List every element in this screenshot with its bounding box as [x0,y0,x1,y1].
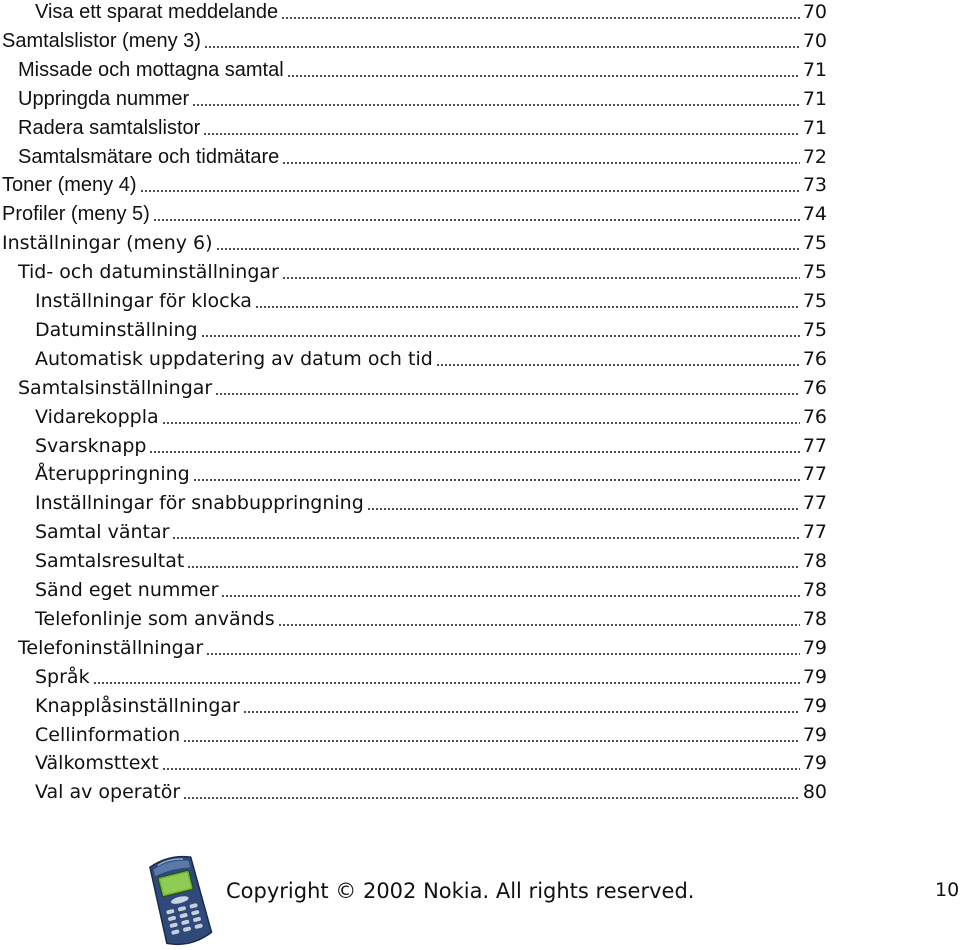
toc-entry[interactable] [2,27,827,55]
dot-leader [278,624,800,626]
toc-entry-title: Datuminställning [35,318,198,341]
dot-leader [187,566,799,568]
toc-entry-title: Missade och mottagna samtal [18,58,284,81]
toc-entry[interactable] [35,692,827,720]
dot-leader [93,682,800,684]
nokia-phone-image [145,855,215,947]
toc-entry-title: Samtal väntar [35,521,170,544]
toc-entry[interactable] [35,576,827,604]
toc-entry-page: 74 [802,203,827,226]
page-number: 10 [935,879,960,901]
toc-entry-title: Samtalsinställningar [18,376,213,399]
dot-leader [201,335,800,337]
toc-entry-page: 79 [802,665,827,688]
dot-leader [216,248,800,250]
dot-leader [255,306,800,308]
dot-leader [281,17,800,19]
toc-entry-page: 78 [802,607,827,630]
dot-leader [243,711,800,713]
toc-entry-page: 77 [802,521,827,544]
toc-entry-page: 79 [802,636,827,659]
dot-leader [149,451,799,453]
toc-entry-page: 77 [802,492,827,515]
toc-entry-page: 70 [802,1,827,23]
toc-entry[interactable] [2,229,827,257]
toc-entry-page: 80 [802,781,827,804]
toc-entry-title: Samtalsmätare och tidmätare [18,145,280,168]
toc-entry-page: 79 [802,752,827,775]
toc-entry[interactable] [18,143,827,171]
toc-entry[interactable] [18,85,827,113]
toc-entry-title: Samtalslistor (meny 3) [2,29,201,52]
toc-entry[interactable] [35,489,827,517]
toc-entry-page: 76 [802,405,827,428]
dot-leader [140,190,800,192]
dot-leader [282,277,800,279]
toc-entry[interactable] [35,721,827,749]
toc-entry-page: 77 [802,463,827,486]
toc-entry[interactable] [35,0,827,26]
toc-entry[interactable] [35,547,827,575]
dot-leader [367,508,800,510]
toc-entry[interactable] [35,749,827,777]
toc-entry-title: Språk [35,665,90,688]
toc-entry-page: 78 [802,579,827,601]
toc-entry-page: 78 [802,550,827,573]
toc-entry-title: Samtalsresultat [35,550,185,573]
toc-entry-title: Svarsknapp [35,434,147,457]
toc-entry-title: Välkomsttext [35,752,159,775]
toc-entry[interactable] [18,258,827,286]
toc-entry-title: Återuppringning [35,463,190,486]
toc-entry[interactable] [18,374,827,402]
toc-entry-title: Inställningar för snabbuppringning [35,492,364,515]
toc-entry-title: Uppringda nummer [18,87,190,110]
toc-entry-page: 79 [802,694,827,717]
toc-entry-title: Radera samtalslistor [18,116,201,139]
dot-leader [192,104,800,106]
toc-entry[interactable] [35,316,827,344]
toc-entry-title: Tid- och datuminställningar [18,261,279,284]
toc-entry-title: Inställningar för klocka [35,290,252,312]
toc-entry[interactable] [2,200,827,228]
dot-leader [436,364,800,366]
toc-entry-title: Inställningar (meny 6) [2,232,213,255]
toc-entry[interactable] [35,345,827,373]
dot-leader [193,479,800,481]
toc-entry[interactable] [35,432,827,460]
toc-entry-page: 75 [802,261,827,284]
toc-entry-page: 71 [802,116,827,139]
dot-leader [215,393,800,395]
dot-leader [204,46,800,48]
toc-entry-page: 76 [802,376,827,399]
dot-leader [183,797,800,799]
toc-entry-title: Knapplåsinställningar [35,694,240,717]
dot-leader [162,422,800,424]
dot-leader [221,595,799,597]
toc-entry-title: Telefoninställningar [18,636,204,659]
toc-entry-title: Cellinformation [35,723,181,746]
toc-entry-page: 76 [802,347,827,370]
toc-entry[interactable] [35,663,827,691]
toc-entry-page: 71 [802,58,827,81]
dot-leader [172,537,799,539]
toc-entry-page: 70 [802,29,827,52]
dot-leader [203,133,800,135]
toc-entry[interactable] [2,171,827,199]
toc-entry[interactable] [35,287,827,315]
toc-entry[interactable] [35,403,827,431]
toc-entry-title: Val av operatör [35,781,181,804]
toc-entry-page: 77 [802,434,827,457]
toc-entry[interactable] [18,634,827,662]
toc-entry[interactable] [35,460,827,488]
toc-entry-title: Visa ett sparat meddelande [35,1,279,23]
dot-leader [183,740,800,742]
toc-entry-page: 72 [802,145,827,168]
dot-leader [282,162,800,164]
toc-entry-page: 75 [802,232,827,255]
dot-leader [287,75,800,77]
toc-entry-page: 79 [802,723,827,746]
toc-entry[interactable] [35,518,827,546]
dot-leader [206,653,800,655]
dot-leader [153,219,800,221]
toc-entry-title: Toner (meny 4) [2,174,137,197]
toc-entry-title: Telefonlinje som används [35,607,275,630]
toc-entry-title: Vidarekoppla [35,405,159,428]
dot-leader [162,768,800,770]
toc-entry-title: Sänd eget nummer [35,579,219,601]
page-footer [0,855,960,945]
toc-entry-page: 71 [802,87,827,110]
copyright-text: Copyright © 2002 Nokia. All rights reserved. [226,879,695,903]
toc-entry-page: 73 [802,174,827,197]
toc-entry-page: 75 [802,290,827,312]
toc-entry[interactable] [18,114,827,142]
toc-entry[interactable] [35,778,827,806]
toc-entry-title: Automatisk uppdatering av datum och tid [35,347,433,370]
toc-entry-title: Profiler (meny 5) [2,203,150,226]
toc-entry-page: 75 [802,318,827,341]
toc-entry[interactable] [18,56,827,84]
toc-entry[interactable] [35,605,827,633]
